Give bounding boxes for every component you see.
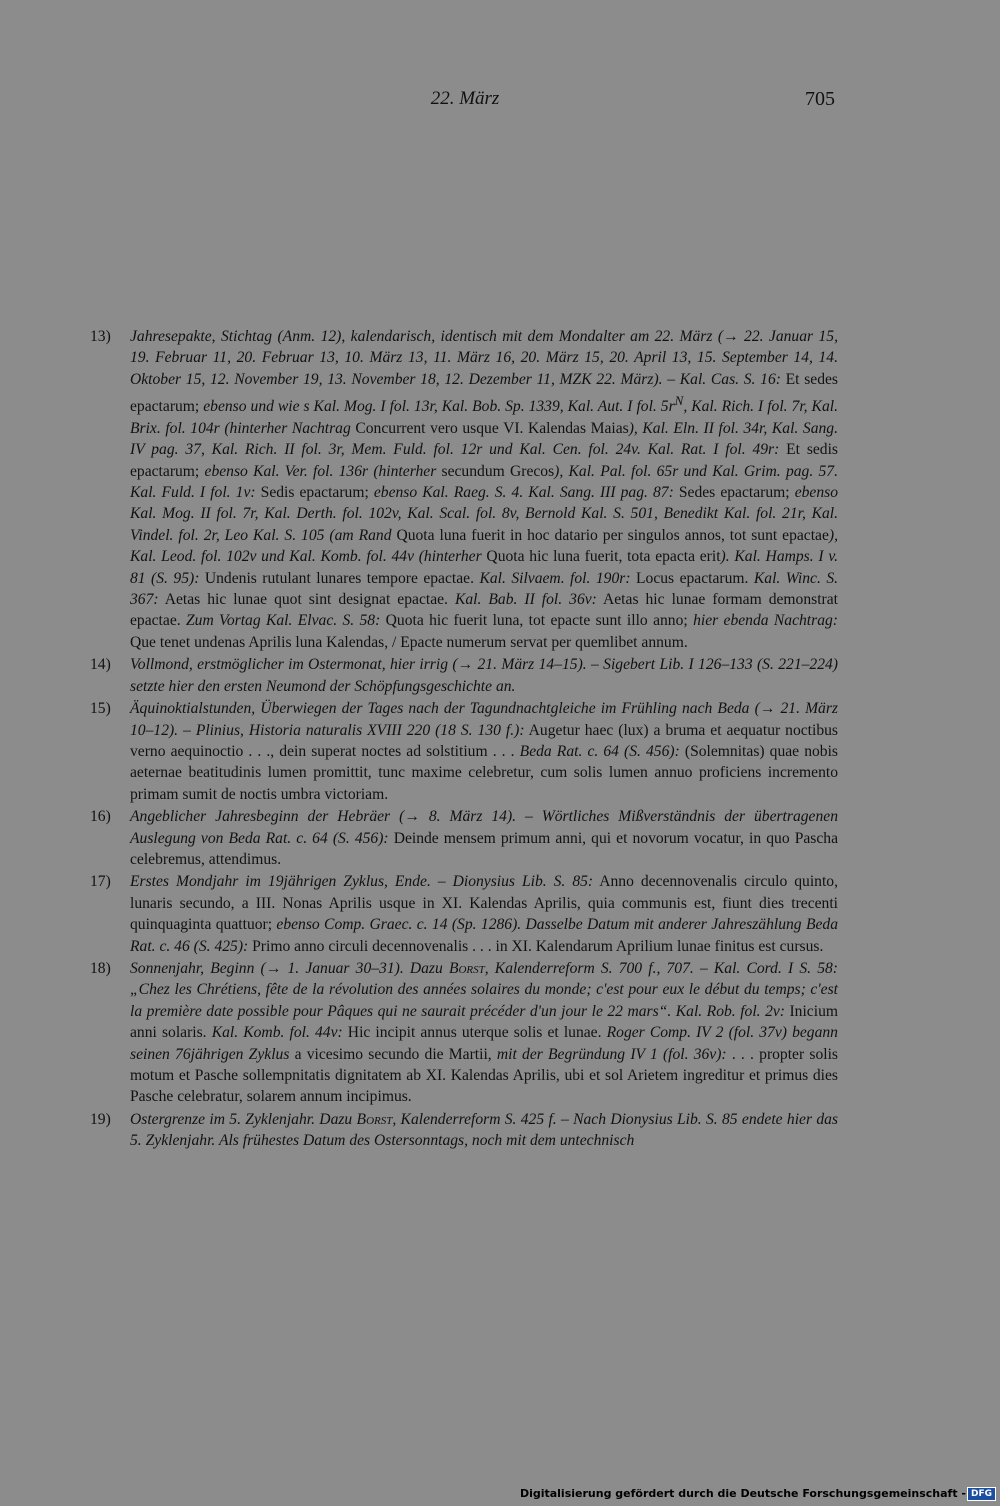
footnote bbox=[90, 1109, 838, 1152]
footnote bbox=[90, 326, 838, 653]
footnote-number: 18) bbox=[90, 959, 111, 977]
running-title: 22. März bbox=[430, 88, 500, 109]
dfg-logo: DFG bbox=[967, 1487, 996, 1501]
page-number: 705 bbox=[805, 88, 835, 110]
footnote-number: 14) bbox=[90, 656, 111, 674]
footnote bbox=[90, 871, 838, 957]
footnote bbox=[90, 698, 838, 805]
footnote-text: Äquinoktialstunden, Überwiegen der Tages nach der Tagundnachtgleiche im Frühling nach Beda (→ 21. März 10–12). – Plinius, Historia naturalis XVIII 220 (18 S. 130 f.): Augetur haec (lux) a bruma et aequatur noctibus verno aequinoctio . . ., dein superat noctes ad solstitium . . . Beda Rat. c. 64 (S. 456): (Solemnitas) quae nobis aeternae beatitudinis lumen promittit, tunc maxime celebretur, cum solis lumen annuo proficiens incremento primam sumit de noctis umbra victoriam. bbox=[130, 700, 838, 803]
footnote-text: Ostergrenze im 5. Zyklenjahr. Dazu Borst, Kalenderreform S. 425 f. – Nach Dionysius Lib. S. 85 endete hier das 5. Zyklenjahr. Als frühestes Datum des Ostersonntags, noch mit dem untechnisch bbox=[130, 1110, 838, 1150]
footnote bbox=[90, 654, 838, 697]
page-header bbox=[0, 88, 1000, 118]
footnote bbox=[90, 806, 838, 870]
footnotes-list bbox=[90, 326, 838, 1153]
footnote-text: Sonnenjahr, Beginn (→ 1. Januar 30–31). Dazu Borst, Kalenderreform S. 700 f., 707. – Kal. Cord. I S. 58: „Chez les Chrétiens, fête de la révolution des années solaires du monde; c'est pour eux le début du temps; c'est la première date possible pour Pâques qui ne saurait précéder d'un jour le 22 mars“. Kal. Rob. fol. 2v: Inicium anni solaris. Kal. Komb. fol. 44v: Hic incipit annus uterque solis et lunae. Roger Comp. IV 2 (fol. 37v) begann seinen 76jährigen Zyklus a vicesimo secundo die Martii, mit der Begründung IV 1 (fol. 36v): . . . propter solis motum et Pasche sollempnitatis dignitatem ab XI. Kalendas Aprilis, ubi et sol Arietem ingreditur et primus dies Pasche celebratur, solarem annum incipimus. bbox=[130, 959, 838, 1106]
footnote-text: Jahresepakte, Stichtag (Anm. 12), kalendarisch, identisch mit dem Mondalter am 22. März (→ 22. Januar 15, 19. Februar 11, 20. Februar 13, 10. März 13, 11. März 16, 20. März 15, 20. April 13, 15. September 14, 14. Oktober 15, 12. November 19, 13. November 18, 12. Dezember 11, MZK 22. März). – Kal. Cas. S. 16: Et sedes epactarum; ebenso und wie s Kal. Mog. I fol. 13r, Kal. Bob. Sp. 1339, Kal. Aut. I fol. $5r^N$, Kal. Rich. I fol. 7r, Kal. Brix. fol. 104r (hinterher Nachtrag Concurrent vero usque VI. Kalendas Maias), Kal. Eln. II fol. 34r, Kal. Sang. IV pag. 37, Kal. Rich. II fol. 3r, Mem. Fuld. fol. 12r und Kal. Cen. fol. 24v. Kal. Rat. I fol. 49r: Et sedis epactarum; ebenso Kal. Ver. fol. 136r (hinterher secundum Grecos), Kal. Pal. fol. 65r und Kal. Grim. pag. 57. Kal. Fuld. I fol. 1v: Sedis epactarum; ebenso Kal. Raeg. S. 4. Kal. Sang. III pag. 87: Sedes epactarum; ebenso Kal. Mog. II fol. 7r, Kal. Derth. fol. 102v, Kal. Scal. fol. 8v, Bernold Kal. S. 501, Benedikt Kal. fol. 21r, Kal. Vindel. fol. 2r, Leo Kal. S. 105 (am Rand Quota luna fuerit in hoc datario per singulos annos, tot sunt epactae), Kal. Leod. fol. 102v und Kal. Komb. fol. 44v (hinterher Quota hic luna fuerit, tota epacta erit). Kal. Hamps. I v. 81 (S. 95): Undenis rutulant lunares tempore epactae. Kal. Silvaem. fol. 190r: Locus epactarum. Kal. Winc. S. 367: Aetas hic lunae quot sint designat epactae. Kal. Bab. II fol. 36v: Aetas hic lunae formam demonstrat epactae. Zum Vortag Kal. Elvac. S. 58: Quota hic fuerit luna, tot epacte sunt illo anno; hier ebenda Nachtrag: Que tenet undenas Aprilis luna Kalendas, / Epacte numerum servat per quemlibet annum. bbox=[130, 328, 839, 651]
footnote-text: Vollmond, erstmöglicher im Ostermonat, hier irrig (→ 21. März 14–15). – Sigebert Lib. I 126–133 (S. 221–224) setzte hier den ersten Neumond der Schöpfungsgeschichte an. bbox=[130, 656, 838, 695]
footnote-number: 13) bbox=[90, 328, 111, 345]
footnote-number: 17) bbox=[90, 873, 111, 891]
footnote-text: Erstes Mondjahr im 19jährigen Zyklus, Ende. – Dionysius Lib. S. 85: Anno decennovenalis circulo quinto, lunaris secundo, a III. Nonas Aprilis usque in XI. Kalendas Aprilis, quia communis est, fiunt dies trecenti quinquaginta quattuor; ebenso Comp. Graec. c. 14 (Sp. 1286). Dasselbe Datum mit anderer Jahreszählung Beda Rat. c. 46 (S. 425): Primo anno circuli decennovenalis . . . in XI. Kalendarum Aprilium lunae finitus est cursus. bbox=[130, 873, 838, 955]
footnote-number: 19) bbox=[90, 1110, 111, 1128]
funding-note: Digitalisierung gefördert durch die Deutsche Forschungsgemeinschaft - bbox=[519, 1487, 966, 1500]
footnote bbox=[90, 958, 838, 1108]
footnote-number: 16) bbox=[90, 808, 111, 826]
footnote-text: Angeblicher Jahresbeginn der Hebräer (→ 8. März 14). – Wörtliches Mißverständnis der übertragenen Auslegung von Beda Rat. c. 64 (S. 456): Deinde mensem primum anni, qui et novorum vocatur, in quo Pascha celebremus, attendimus. bbox=[130, 808, 838, 868]
footnote-number: 15) bbox=[90, 700, 111, 718]
page-footer bbox=[0, 1476, 1000, 1506]
